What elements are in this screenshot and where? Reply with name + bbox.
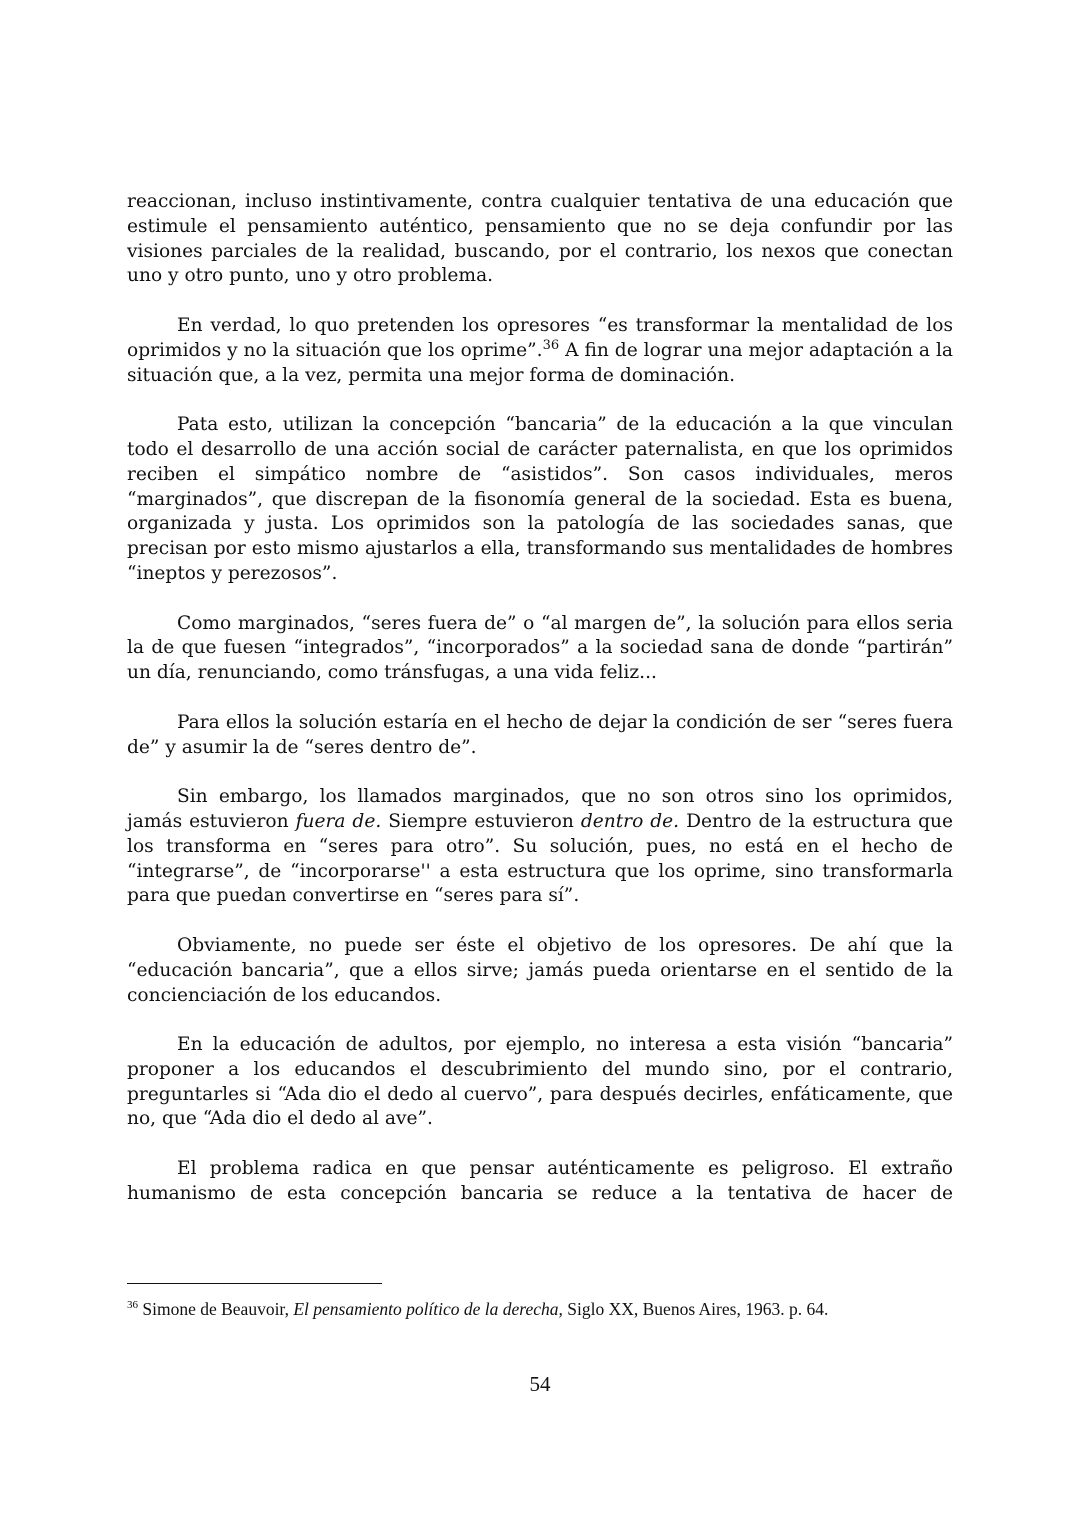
paragraph-text: Sin embargo, los llamados marginados, que no son otros sino los oprimidos, jamás estuvieron bbox=[127, 786, 953, 832]
paragraph: Pata esto, utilizan la concepción “bancaria” de la educación a la que vinculan todo el desarrollo de una acción social de carácter paternalista, en que los oprimidos reciben el simpático nombre de “asistidos”. Son casos individuales, meros “marginados”, que discrepan de la fisonomía general de la sociedad. Esta es buena, organizada y justa. Los oprimidos son la patología de las sociedades sanas, que precisan por esto mismo ajustarlos a ella, transformando sus mentalidades de hombres “ineptos y perezosos”. bbox=[127, 414, 953, 584]
italic-text: fuera de. bbox=[295, 810, 382, 832]
page-number: 54 bbox=[529, 1372, 551, 1396]
italic-text: dentro de. bbox=[580, 810, 680, 832]
paragraph: El problema radica en que pensar auténticamente es peligroso. El extraño humanismo de esta concepción bancaria se reduce a la tentativa de hacer de bbox=[127, 1158, 953, 1204]
paragraph-text: Siempre estuvieron bbox=[381, 810, 581, 832]
footnote-title: El pensamiento político de la derecha, bbox=[293, 1298, 563, 1319]
paragraph bbox=[127, 785, 953, 909]
paragraph: Obviamente, no puede ser éste el objetivo de los opresores. De ahí que la “educación bancaria”, que a ellos sirve; jamás pueda orientarse en el sentido de la concienciación de los educandos. bbox=[127, 934, 953, 1006]
footnote-separator bbox=[127, 1283, 382, 1284]
footnote-reference[interactable]: 36 bbox=[542, 337, 560, 353]
paragraph-text: En verdad, lo quo pretenden los opresores “es transformar la mentalidad de los oprimidos y no la situación que los oprime”. bbox=[127, 314, 953, 361]
paragraph-text: A fin de lograr una mejor adaptación a la situación que, a la vez, permita una mejor forma de dominación. bbox=[127, 339, 953, 386]
paragraph-text: Dentro de la estructura que los transforma en “seres para otro”. Su solución, pues, no está en el hecho de “integrarse”, de “incorporarse'' a esta estructura que los oprime, sino transformarla para que puedan convertirse en “seres para sí”. bbox=[127, 810, 953, 907]
paragraph bbox=[127, 314, 953, 388]
paragraph: Para ellos la solución estaría en el hecho de dejar la condición de ser “seres fuera de” y asumir la de “seres dentro de”. bbox=[127, 711, 953, 758]
footnote bbox=[127, 1294, 953, 1320]
footnote-number: 36 bbox=[127, 1299, 138, 1311]
paragraph: En la educación de adultos, por ejemplo, no interesa a esta visión “bancaria” proponer a los educandos el descubrimiento del mundo sino, por el contrario, preguntarles si “Ada dio el dedo al cuervo”, para después decirles, enfáticamente, que no, que “Ada dio el dedo al ave”. bbox=[127, 1034, 953, 1130]
body-text bbox=[127, 190, 953, 1231]
paragraph: reaccionan, incluso instintivamente, contra cualquier tentativa de una educación que estimule el pensamiento auténtico, pensamiento que no se deja confundir por las visiones parciales de la realidad, buscando, por el contrario, los nexos que conectan uno y otro punto, uno y otro problema. bbox=[127, 191, 953, 287]
footnote-details: Siglo XX, Buenos Aires, 1963. p. 64. bbox=[562, 1298, 829, 1319]
paragraph: Como marginados, “seres fuera de” o “al margen de”, la solución para ellos seria la de que fuesen “integrados”, “incorporados” a la sociedad sana de donde “partirán” un día, renunciando, como tránsfugas, a una vida feliz... bbox=[127, 612, 953, 684]
footnote-author: Simone de Beauvoir, bbox=[138, 1298, 294, 1319]
